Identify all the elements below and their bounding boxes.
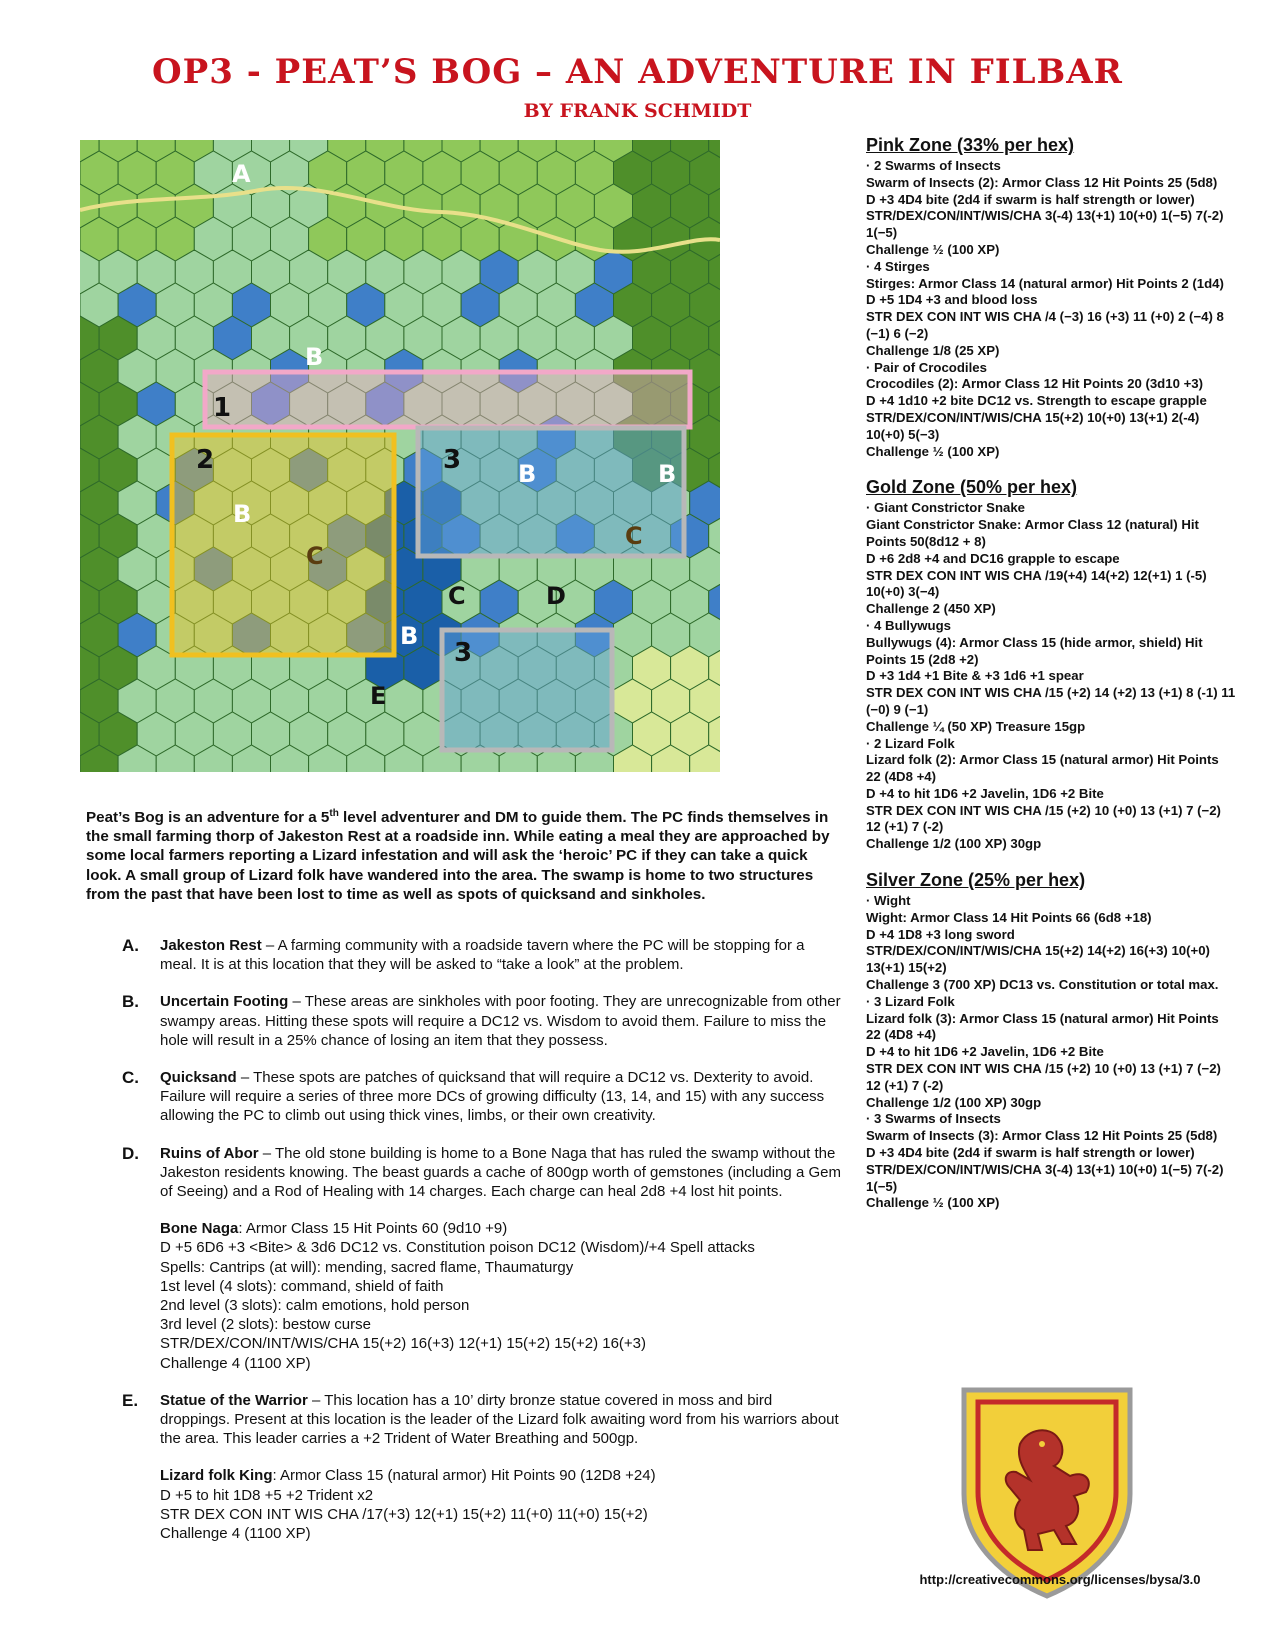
pink-zone	[866, 134, 1236, 460]
zone-line: · 2 Swarms of Insects	[866, 158, 1001, 173]
location-label-c-1: C	[306, 542, 324, 570]
zone-line: · 3 Swarms of Insects	[866, 1111, 1001, 1127]
zone-title: Silver Zone (25% per hex)	[866, 870, 1086, 891]
zone-line: · Giant Constrictor Snake	[866, 500, 1026, 516]
entry-b	[120, 992, 842, 1050]
zone-line: STR DEX CON INT WIS CHA /19(+4) 14(+2) 12(+1) 1 (-5) 10(+0) 3(−4)	[866, 567, 1207, 600]
heraldic-shield-logo	[958, 1384, 1136, 1602]
zone-line: D +4 1d10 +2 bite DC12 vs. Strength to escape grapple	[866, 393, 1207, 409]
statblock-line: D +5 to hit 1D8 +5 +2 Trident x2	[160, 1486, 374, 1504]
zone-line: Bullywugs (4): Armor Class 15 (hide armor, shield) Hit Points 15 (2d8 +2)	[866, 634, 1203, 667]
zone-title: Gold Zone (50% per hex)	[866, 477, 1078, 498]
zone-line: Challenge ¼ (50 XP) Treasure 15gp	[866, 718, 1086, 734]
entry-name: Uncertain Footing	[160, 993, 289, 1011]
zone-line: · Pair of Crocodiles	[866, 359, 987, 375]
zone-line: Stirges: Armor Class 14 (natural armor) Hit Points 2 (1d4)	[866, 275, 1224, 291]
zone-line: D +4 to hit 1D6 +2 Javelin, 1D6 +2 Bite	[866, 1044, 1104, 1060]
hex-map	[80, 140, 720, 772]
entry-name: Statue of the Warrior	[160, 1391, 308, 1409]
entry-letter: B.	[122, 992, 139, 1012]
entry-e	[120, 1391, 842, 1543]
zone-line: STR/DEX/CON/INT/WIS/CHA 3(-4) 13(+1) 10(+0) 1(−5) 7(-2) 1(−5)	[866, 208, 1224, 241]
entry-letter: C.	[122, 1068, 139, 1088]
zone-line: STR DEX CON INT WIS CHA /4 (−3) 16 (+3) 11 (+0) 2 (−4) 8 (−1) 6 (−2)	[866, 309, 1224, 341]
statblock-line: Spells: Cantrips (at will): mending, sacred flame, Thaumaturgy	[160, 1258, 574, 1276]
lion-rampant-icon	[958, 1384, 1136, 1602]
location-label-c-2: C	[448, 582, 466, 610]
zone-line: STR/DEX/CON/INT/WIS/CHA 15(+2) 14(+2) 16(+3) 10(+0) 13(+1) 15(+2)	[866, 943, 1210, 976]
entry-c	[120, 1068, 842, 1126]
location-label-d: D	[546, 582, 566, 610]
zone-line: · 3 Lizard Folk	[866, 993, 955, 1009]
silver-zone	[866, 869, 1236, 1212]
zone-line: D +3 4D4 bite (2d4 if swarm is half strength or lower)	[866, 191, 1195, 207]
zone-line: D +4 1D8 +3 long sword	[866, 926, 1015, 942]
zone-line: Challenge 1/2 (100 XP) 30gp	[866, 836, 1042, 852]
statblock-line: STR DEX CON INT WIS CHA /17(+3) 12(+1) 15(+2) 11(+0) 11(+0) 15(+2)	[160, 1505, 648, 1523]
location-label-e: E	[370, 682, 387, 710]
gold-zone	[866, 476, 1236, 853]
zone-line: Challenge ½ (100 XP)	[866, 241, 1000, 257]
intro-text-b: level adventurer and DM to guide them. The PC finds themselves in the small farming thorp of Jakeston Rest at a roadside inn. While eating a meal they are approached by some local farmers reporting a Lizard infestation and will ask the ‘heroic’ PC if they can take a quick look. A small group of Lizard folk have wandered into the area. The swamp is home to two structures from the past that have been lost to time as well as spots of quicksand and sinkholes.	[86, 809, 830, 903]
entry-letter: D.	[122, 1143, 139, 1163]
location-label-b-2: B	[518, 460, 537, 488]
intro-text-a: Peat’s Bog is an adventure for a 5	[86, 809, 330, 827]
pink-zone-area	[205, 372, 690, 427]
statblock-line: : Armor Class 15 Hit Points 60 (9d10 +9)	[238, 1220, 508, 1238]
zone-line: STR/DEX/CON/INT/WIS/CHA 15(+2) 10(+0) 13(+1) 2(-4) 10(+0) 5(−3)	[866, 409, 1200, 442]
zone-line: · Wight	[866, 893, 911, 909]
encounter-sidebar	[866, 134, 1236, 1228]
hex-map-canvas	[80, 140, 720, 772]
statblock-line: Challenge 4 (1100 XP)	[160, 1525, 311, 1543]
zone-line: · 4 Bullywugs	[866, 617, 951, 633]
zone-line: D +4 to hit 1D6 +2 Javelin, 1D6 +2 Bite	[866, 785, 1104, 801]
zone-line: Swarm of Insects (2): Armor Class 12 Hit Points 25 (5d8)	[866, 174, 1218, 190]
location-label-b-5: B	[400, 622, 419, 650]
zone-line: · 4 Stirges	[866, 258, 930, 274]
entry-name: Quicksand	[160, 1069, 237, 1087]
zone-line: · 2 Lizard Folk	[866, 735, 955, 751]
page-title: OP3 - PEAT’S BOG – AN ADVENTURE IN FILBAR	[152, 52, 1123, 92]
statblock-name: Lizard folk King	[160, 1467, 273, 1485]
zone-line: Wight: Armor Class 14 Hit Points 66 (6d8 +18)	[866, 909, 1152, 925]
zone-line: Challenge 2 (450 XP)	[866, 601, 996, 617]
location-label-a: A	[232, 160, 251, 188]
zone-line: D +3 1d4 +1 Bite & +3 1d6 +1 spear	[866, 668, 1084, 684]
license-link[interactable]: http://creativecommons.org/licenses/bysa/3.0	[919, 1572, 1201, 1587]
entry-text: – These spots are patches of quicksand that will require a DC12 vs. Dexterity to avoid. Failure will require a series of three more DCs of growing difficulty (13, 14, and 15) with any success allowing the PC to climb out using thick vines, limbs, or their own creativity.	[160, 1069, 825, 1125]
statblock-line: D +5 6D6 +3 <Bite> & 3d6 DC12 vs. Constitution poison DC12 (Wisdom)/+4 Spell attacks	[160, 1239, 755, 1257]
zone-line: STR DEX CON INT WIS CHA /15 (+2) 10 (+0) 13 (+1) 7 (−2) 12 (+1) 7 (-2)	[866, 1061, 1221, 1093]
entry-name: Ruins of Abor	[160, 1144, 259, 1162]
statblock-line: 2nd level (3 slots): calm emotions, hold person	[160, 1297, 470, 1315]
zone-line: Challenge ½ (100 XP)	[866, 443, 1000, 459]
entry-name: Jakeston Rest	[160, 937, 262, 954]
statblock-line: Challenge 4 (1100 XP)	[160, 1354, 311, 1372]
zone-line: Giant Constrictor Snake: Armor Class 12 (natural) Hit Points 50(8d12 + 8)	[866, 517, 1199, 549]
bone-naga-statblock	[160, 1219, 842, 1373]
entry-text: – A farming community with a roadside tavern where the PC will be stopping for a meal. It is at this location that they will be asked to “take a look” at the problem.	[160, 937, 805, 974]
entry-letter: A.	[122, 936, 139, 955]
zone-line: Challenge 1/8 (25 XP)	[866, 342, 1000, 358]
entry-text: – This location has a 10’ dirty bronze statue covered in moss and bird droppings. Present at this location is the leader of the Lizard folk awaiting word from his warriors about the area. This leader carries a +2 Trident of Water Breathing and 500gp.	[160, 1391, 839, 1448]
lizard-king-statblock	[160, 1466, 842, 1543]
statblock-line: 1st level (4 slots): command, shield of faith	[160, 1277, 444, 1295]
entry-text: – These areas are sinkholes with poor footing. They are unrecognizable from other swampy areas. Hitting these spots will require a DC12 vs. Wisdom to avoid them. Failure to miss the hole will result in a 25% chance of losing an item that they possess.	[160, 993, 841, 1049]
intro-paragraph	[86, 804, 838, 904]
zone-label-1: 1	[213, 393, 232, 423]
author-byline: BY FRANK SCHMIDT	[523, 100, 752, 122]
zone-line: D +3 4D4 bite (2d4 if swarm is half strength or lower)	[866, 1145, 1195, 1161]
statblock-name: Bone Naga	[160, 1220, 239, 1238]
zone-line: Lizard folk (3): Armor Class 15 (natural armor) Hit Points 22 (4D8 +4)	[866, 1010, 1219, 1043]
zone-title: Pink Zone (33% per hex)	[866, 135, 1075, 155]
location-label-b-4: B	[233, 500, 252, 528]
zone-line: D +6 2d8 +4 and DC16 grapple to escape	[866, 550, 1120, 566]
zone-line: Challenge 3 (700 XP) DC13 vs. Constitution or total max.	[866, 977, 1219, 993]
statblock-line: 3rd level (2 slots): bestow curse	[160, 1316, 371, 1334]
zone-line: D +5 1D4 +3 and blood loss	[866, 292, 1038, 308]
zone-line: STR DEX CON INT WIS CHA /15 (+2) 14 (+2) 13 (+1) 8 (-1) 11 (−0) 9 (−1)	[866, 685, 1236, 717]
zone-line: STR DEX CON INT WIS CHA /15 (+2) 10 (+0) 13 (+1) 7 (−2) 12 (+1) 7 (-2)	[866, 802, 1221, 835]
statblock-line: STR/DEX/CON/INT/WIS/CHA 15(+2) 16(+3) 12(+1) 15(+2) 15(+2) 16(+3)	[160, 1335, 647, 1353]
zone-line: Challenge 1/2 (100 XP) 30gp	[866, 1094, 1042, 1110]
zone-line: STR/DEX/CON/INT/WIS/CHA 3(-4) 13(+1) 10(+0) 1(−5) 7(-2) 1(−5)	[866, 1161, 1224, 1194]
location-key	[120, 936, 842, 1561]
zone-line: Swarm of Insects (3): Armor Class 12 Hit Points 25 (5d8)	[866, 1128, 1218, 1144]
entry-letter: E.	[122, 1390, 139, 1410]
location-label-c-3: C	[625, 522, 643, 550]
location-label-b-1: B	[305, 343, 324, 371]
location-label-b-3: B	[658, 460, 677, 488]
entry-a	[120, 936, 842, 974]
zone-label-3-north: 3	[443, 445, 462, 475]
intro-sup: th	[329, 808, 339, 819]
statblock-line: : Armor Class 15 (natural armor) Hit Points 90 (12D8 +24)	[272, 1467, 656, 1485]
zone-line: Lizard folk (2): Armor Class 15 (natural armor) Hit Points 22 (4D8 +4)	[866, 752, 1219, 785]
zone-line: Challenge ½ (100 XP)	[866, 1195, 1000, 1211]
zone-line: Crocodiles (2): Armor Class 12 Hit Points 20 (3d10 +3)	[866, 376, 1203, 392]
zone-label-2: 2	[196, 445, 215, 475]
zone-label-3-south: 3	[454, 638, 473, 668]
entry-d	[120, 1144, 842, 1373]
entry-text: – The old stone building is home to a Bone Naga that has ruled the swamp without the Jakeston residents knowing. The beast guards a cache of 800gp worth of gemstones (including a Gem of Seeing) and a Rod of Healing with 14 charges. Each charge can heal 2d8 +4 lost hit points.	[160, 1144, 841, 1201]
